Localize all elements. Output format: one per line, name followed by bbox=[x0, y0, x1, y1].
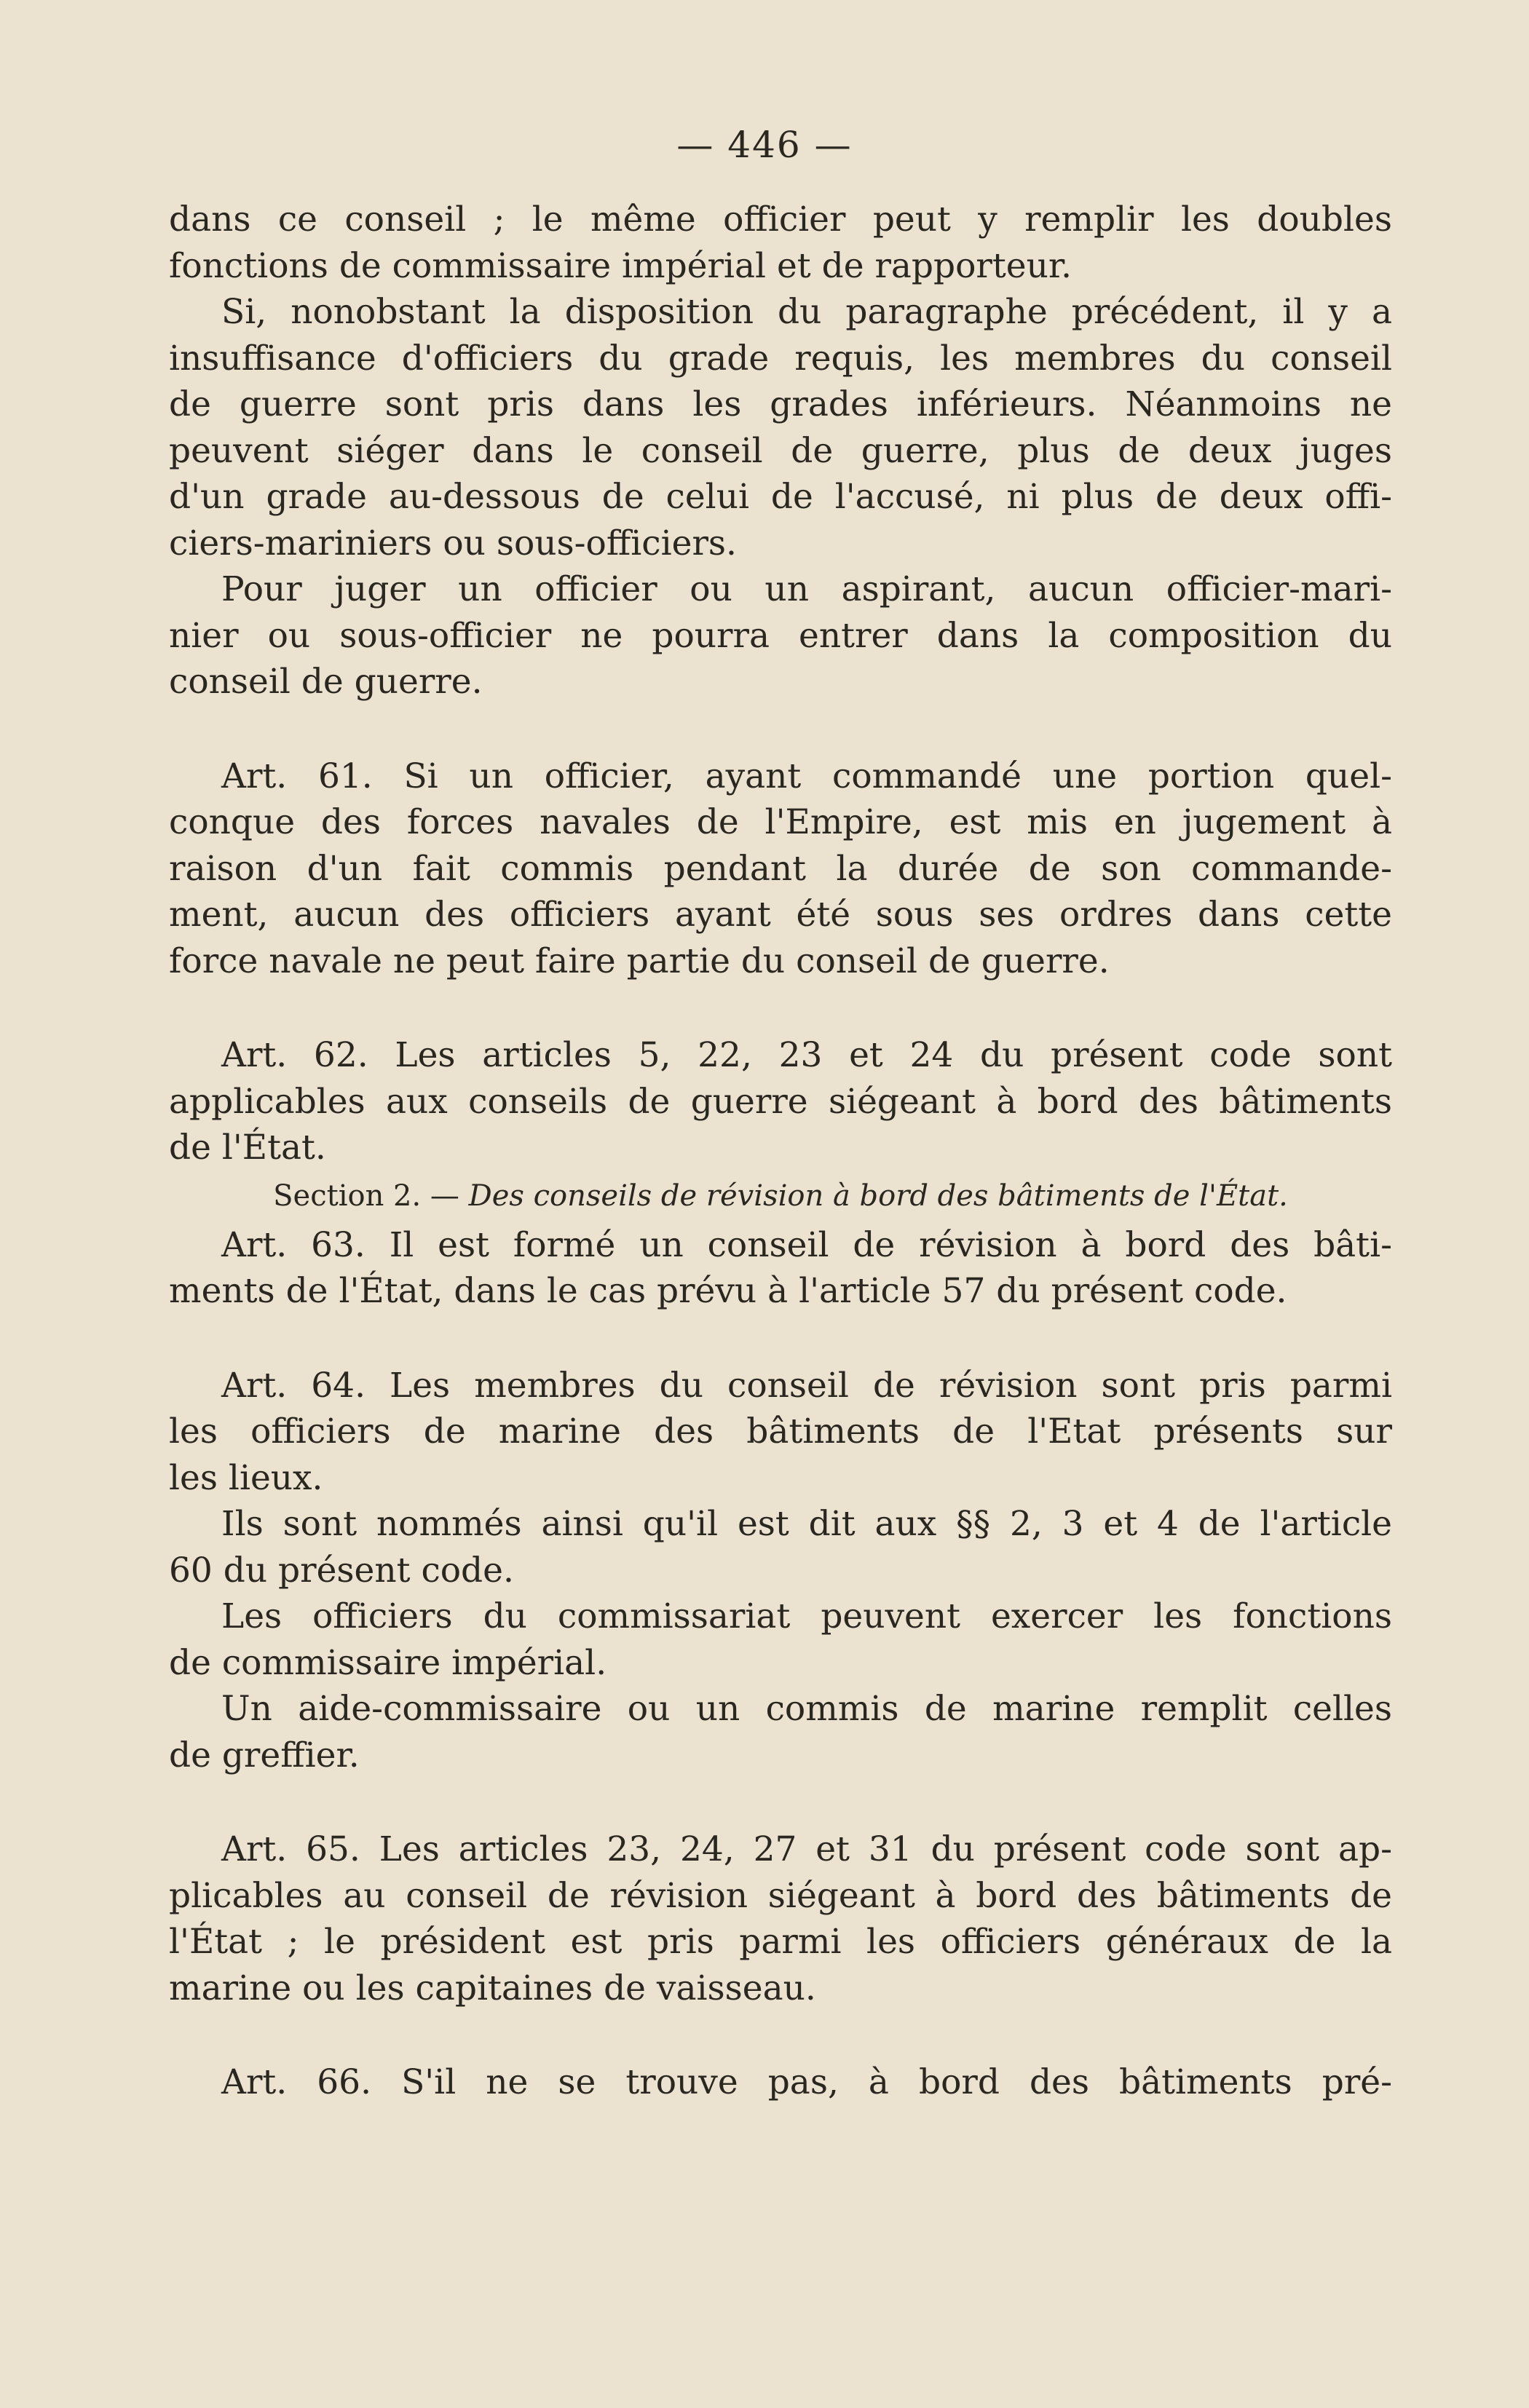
text-line: Art. 64. Les membres du conseil de révision sont pris parmi bbox=[221, 1365, 1392, 1406]
text-line: de greffier. bbox=[169, 1735, 360, 1775]
text-line: de guerre sont pris dans les grades inférieurs. Néanmoins ne bbox=[169, 384, 1392, 424]
text-line: Si, nonobstant la disposition du paragraphe précédent, il y a bbox=[221, 292, 1392, 332]
text-line: insuffisance d'officiers du grade requis, les membres du conseil bbox=[169, 338, 1392, 379]
paragraph-gap bbox=[169, 1778, 1392, 1826]
text-line: conque des forces navales de l'Empire, est mis en jugement à bbox=[169, 802, 1392, 842]
article-66 bbox=[169, 2059, 1392, 2106]
text-line: l'État ; le président est pris parmi les officiers généraux de la bbox=[169, 1922, 1392, 1962]
paragraph bbox=[169, 197, 1392, 289]
text-line: de commissaire impérial. bbox=[169, 1642, 607, 1683]
text-line: nier ou sous-officier ne pourra entrer dans la composition du bbox=[169, 615, 1392, 656]
paragraph bbox=[169, 566, 1392, 705]
text-line: raison d'un fait commis pendant la durée de son commande- bbox=[169, 848, 1392, 889]
paragraph bbox=[169, 289, 1392, 566]
paragraph bbox=[169, 1501, 1392, 1593]
paragraph-gap bbox=[169, 705, 1392, 753]
text-line: 60 du présent code. bbox=[169, 1550, 514, 1591]
text-line: ment, aucun des officiers ayant été sous ses ordres dans cette bbox=[169, 895, 1392, 935]
text-line: d'un grade au-dessous de celui de l'accusé, ni plus de deux offi- bbox=[169, 477, 1392, 517]
text-line: Ils sont nommés ainsi qu'il est dit aux §§ 2, 3 et 4 de l'article bbox=[221, 1504, 1392, 1544]
section-label: Section 2. — bbox=[273, 1179, 459, 1213]
article-62 bbox=[169, 1032, 1392, 1171]
text-line: Art. 66. S'il ne se trouve pas, à bord des bâtiments pré- bbox=[221, 2062, 1392, 2102]
section-heading bbox=[169, 1174, 1392, 1218]
text-line: Art. 63. Il est formé un conseil de révision à bord des bâti- bbox=[221, 1224, 1392, 1265]
text-line: conseil de guerre. bbox=[169, 662, 483, 702]
text-line: Art. 62. Les articles 5, 22, 23 et 24 du présent code sont bbox=[221, 1035, 1392, 1075]
section-title: Des conseils de révision à bord des bâtiments de l'État. bbox=[468, 1179, 1288, 1213]
text-line: ments de l'État, dans le cas prévu à l'article 57 du présent code. bbox=[169, 1271, 1287, 1311]
text-line: les lieux. bbox=[169, 1457, 323, 1498]
paragraph bbox=[169, 1593, 1392, 1686]
text-line: peuvent siéger dans le conseil de guerre, plus de deux juges bbox=[169, 430, 1392, 471]
article-63 bbox=[169, 1222, 1392, 1315]
text-line: les officiers de marine des bâtiments de l'Etat présents sur bbox=[169, 1411, 1392, 1451]
text-line: applicables aux conseils de guerre siégeant à bord des bâtiments bbox=[169, 1081, 1392, 1122]
article-61 bbox=[169, 753, 1392, 985]
text-line: ciers-mariniers ou sous-officiers. bbox=[169, 523, 737, 563]
paragraph-gap bbox=[169, 1315, 1392, 1363]
body-text bbox=[169, 197, 1392, 2106]
page-number: — 446 — bbox=[676, 124, 853, 166]
text-line: force navale ne peut faire partie du conseil de guerre. bbox=[169, 940, 1110, 981]
text-line: Art. 61. Si un officier, ayant commandé une portion quel- bbox=[221, 756, 1392, 796]
paragraph-gap bbox=[169, 2011, 1392, 2059]
article-65 bbox=[169, 1826, 1392, 2011]
text-line: plicables au conseil de révision siégeant à bord des bâtiments de bbox=[169, 1875, 1392, 1916]
text-line: Art. 65. Les articles 23, 24, 27 et 31 du présent code sont ap- bbox=[221, 1829, 1392, 1869]
text-line: Pour juger un officier ou un aspirant, aucun officier-mari- bbox=[221, 569, 1392, 609]
text-line: dans ce conseil ; le même officier peut y remplir les doubles bbox=[169, 199, 1392, 239]
text-line: marine ou les capitaines de vaisseau. bbox=[169, 1968, 816, 2008]
article-64 bbox=[169, 1363, 1392, 1502]
paragraph bbox=[169, 1686, 1392, 1778]
text-line: fonctions de commissaire impérial et de rapporteur. bbox=[169, 245, 1072, 286]
paragraph-gap bbox=[169, 984, 1392, 1032]
text-line: Un aide-commissaire ou un commis de marine remplit celles bbox=[221, 1689, 1392, 1729]
text-line: Les officiers du commissariat peuvent exercer les fonctions bbox=[221, 1596, 1392, 1636]
text-line: de l'État. bbox=[169, 1128, 326, 1168]
